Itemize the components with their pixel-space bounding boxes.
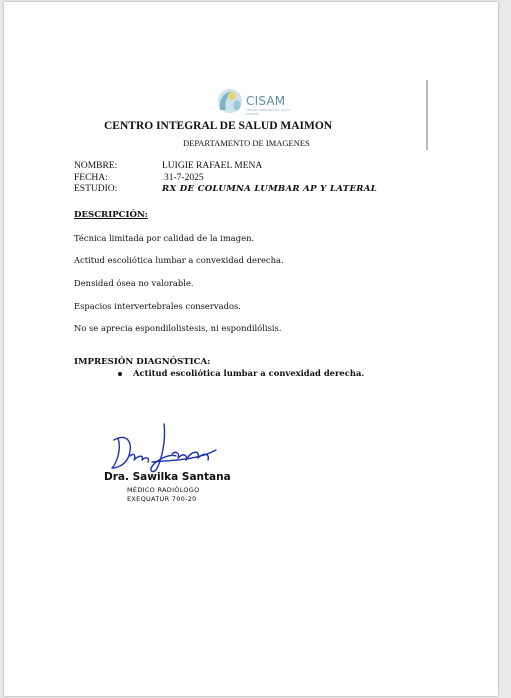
signer-role: MÉDICO RADIÓLOGO [127, 486, 200, 494]
description-heading: DESCRIPCIÓN: [74, 210, 148, 220]
impression-heading: IMPRESIÓN DIAGNÓSTICA: [74, 357, 211, 367]
impression-item: Actitud escoliótica lumbar a convexidad derecha. [133, 368, 365, 378]
description-line: Densidad ósea no valorable. [74, 278, 194, 288]
signer-name: Dra. Sawilka Santana [104, 471, 231, 483]
logo-tagline: CENTRO INTEGRAL DE SALUD MAIMON [246, 108, 291, 116]
study-label: ESTUDIO: [74, 184, 118, 194]
date-value: 31-7-2025 [164, 173, 204, 183]
institution-title: CENTRO INTEGRAL DE SALUD MAIMON [104, 120, 333, 132]
logo-brand: CISAM [246, 94, 286, 108]
bullet-icon [118, 372, 122, 376]
page-edge-divider [426, 80, 428, 150]
name-value: LUIGIE RAFAEL MENA [162, 161, 263, 171]
document-page [4, 2, 498, 696]
description-line: No se aprecia espondilolistesis, ni espondilólisis. [74, 323, 282, 333]
signer-exequatur: EXEQUATUR 700-20 [127, 495, 197, 503]
handwritten-signature [104, 420, 224, 476]
description-line: Técnica limitada por calidad de la imagen. [74, 233, 255, 243]
description-line: Espacios intervertebrales conservados. [74, 301, 241, 311]
date-label: FECHA: [74, 173, 108, 183]
study-value: RX DE COLUMNA LUMBAR AP Y LATERAL [162, 184, 378, 194]
cisam-logo [210, 84, 300, 118]
name-label: NOMBRE: [74, 161, 118, 171]
department-title: DEPARTAMENTO DE IMAGENES [183, 138, 310, 148]
description-line: Actitud escoliótica lumbar a convexidad derecha. [74, 255, 284, 265]
